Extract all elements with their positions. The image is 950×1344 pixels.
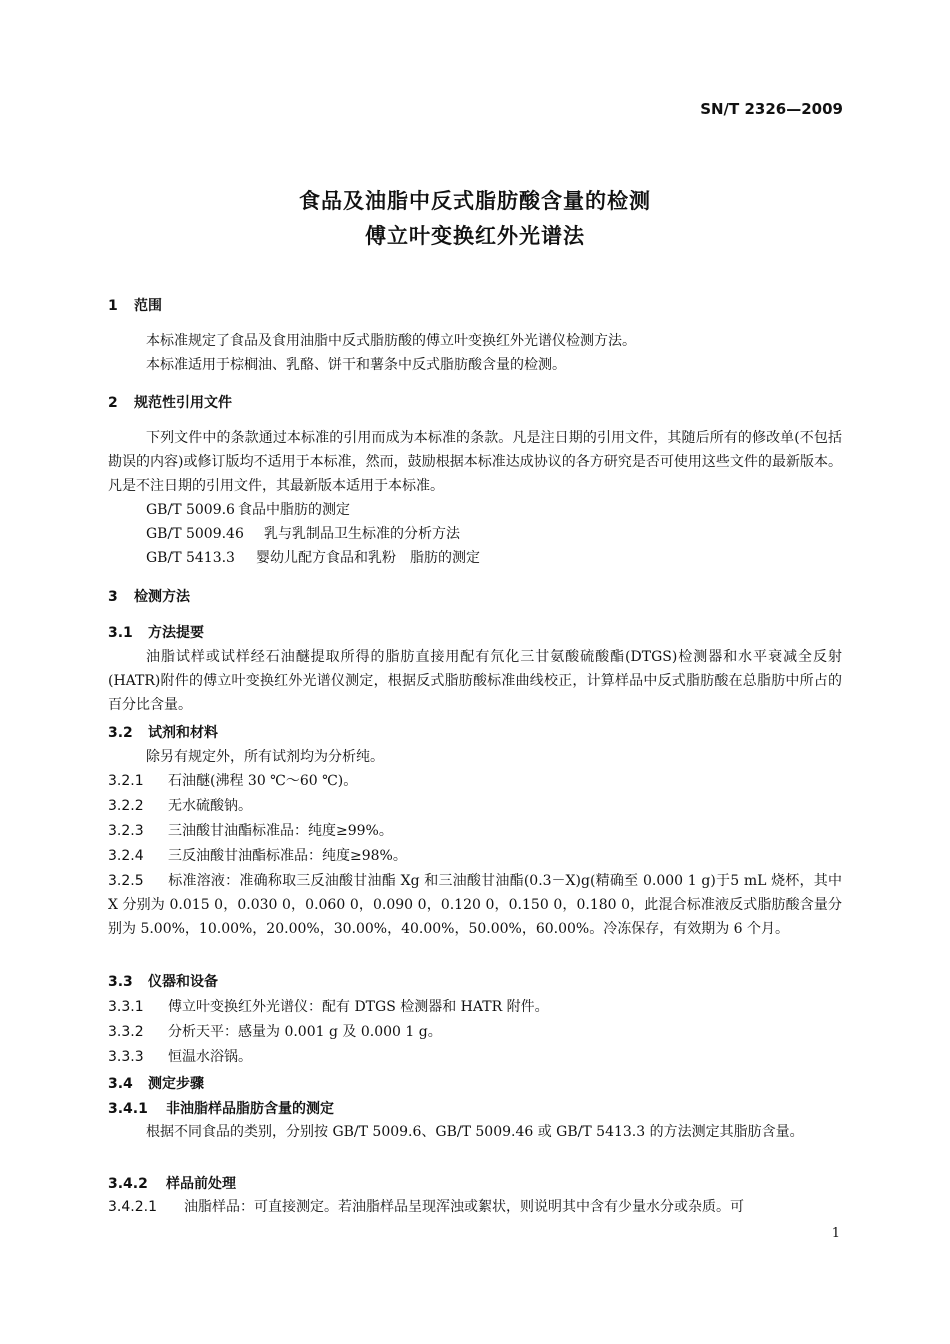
section-number: 1: [108, 298, 118, 314]
section-3-heading: [108, 586, 190, 606]
clause-number: 3.2.3: [108, 823, 144, 839]
subsection-title: 样品前处理: [166, 1176, 236, 1192]
clause-text: 三反油酸甘油酯标准品：纯度≥98%。: [168, 848, 407, 864]
subsection-title: 测定步骤: [148, 1076, 204, 1092]
reference-name: 婴幼儿配方食品和乳粉 脂肪的测定: [256, 550, 480, 566]
document-title-line1: 食品及油脂中反式脂肪酸含量的检测: [299, 189, 651, 213]
clause-item: [108, 1020, 842, 1044]
section-1-heading: [108, 295, 162, 315]
page-number: 1: [831, 1226, 840, 1241]
reference-code: GB/T 5413.3: [146, 550, 235, 566]
clause-text: 分析天平：感量为 0.001 g 及 0.000 1 g。: [168, 1024, 442, 1040]
clause-item: [108, 794, 842, 818]
clause-text: 石油醚(沸程 30 ℃～60 ℃)。: [168, 773, 358, 789]
reference-code: GB/T 5009.46: [146, 526, 244, 542]
subsection-3-4-2-heading: [108, 1173, 236, 1193]
subsection-3-3-heading: [108, 971, 218, 991]
reference-name: 食品中脂肪的测定: [238, 502, 350, 518]
section-title: 检测方法: [134, 589, 190, 605]
clause-number: 3.2.2: [108, 798, 144, 814]
subsection-number: 3.1: [108, 625, 133, 641]
subsection-title: 非油脂样品脂肪含量的测定: [166, 1101, 334, 1117]
clause-number: 3.2.1: [108, 773, 144, 789]
reference-code: GB/T 5009.6: [146, 502, 235, 518]
clause-number: 3.4.2.1: [108, 1199, 157, 1215]
clause-text: 三油酸甘油酯标准品：纯度≥99%。: [168, 823, 393, 839]
section-2-heading: [108, 392, 232, 412]
subsection-title: 试剂和材料: [148, 725, 218, 741]
section-1-para-1: 本标准规定了食品及食用油脂中反式脂肪酸的傅立叶变换红外光谱仪检测方法。: [146, 333, 636, 349]
section-title: 规范性引用文件: [134, 395, 232, 411]
subsection-3-2-heading: [108, 722, 218, 742]
clause-number: 3.2.5: [108, 873, 144, 889]
subsection-number: 3.4: [108, 1076, 133, 1092]
reference-item: [146, 522, 460, 546]
section-number: 2: [108, 395, 118, 411]
clause-text: 标准溶液：准确称取三反油酸甘油酯 Xg 和三油酸甘油酯(0.3－X)g(精确至 0.000 1 g)于5 mL 烧杯，其中 X 分别为 0.015 0，0.030 0，0.060 0，0.090 0，0.120 0，0.150 0，0.180 0，此混合标准液反式脂肪酸含量分别为 5.00%，10.00%，20.00%，30.00%，40.00%，50.00%，60.00%。冷冻保存，有效期为 6 个月。: [108, 873, 842, 937]
subsection-3-4-1-para: 根据不同食品的类别，分别按 GB/T 5009.6、GB/T 5009.46 或 GB/T 5413.3 的方法测定其脂肪含量。: [146, 1124, 804, 1140]
standard-number: SN/T 2326—2009: [700, 100, 843, 118]
reference-item: [146, 498, 350, 522]
clause-item: [108, 769, 842, 793]
section-title: 范围: [134, 298, 162, 314]
clause-item: [108, 819, 842, 843]
clause-text: 无水硫酸钠。: [168, 798, 252, 814]
reference-name: 乳与乳制品卫生标准的分析方法: [264, 526, 460, 542]
clause-text: 傅立叶变换红外光谱仪：配有 DTGS 检测器和 HATR 附件。: [168, 999, 549, 1015]
clause-number: 3.3.2: [108, 1024, 144, 1040]
subsection-3-1-para: 油脂试样或试样经石油醚提取所得的脂肪直接用配有氘化三甘氨酸硫酸酯(DTGS)检测器和水平衰减全反射(HATR)附件的傅立叶变换红外光谱仪测定，根据反式脂肪酸标准曲线校正，计算样品中反式脂肪酸在总脂肪中所占的百分比含量。: [108, 649, 842, 713]
subsection-3-4-1-heading: [108, 1098, 334, 1118]
subsection-title: 方法提要: [148, 625, 204, 641]
clause-number: 3.3.3: [108, 1049, 144, 1065]
clause-item: [108, 995, 842, 1019]
section-number: 3: [108, 589, 118, 605]
subsection-number: 3.4.1: [108, 1101, 148, 1117]
clause-item: [108, 1045, 842, 1069]
reference-item: [146, 546, 480, 570]
clause-number: 3.3.1: [108, 999, 144, 1015]
clause-text: 恒温水浴锅。: [168, 1049, 252, 1065]
subsection-number: 3.4.2: [108, 1176, 148, 1192]
clause-number: 3.2.4: [108, 848, 144, 864]
subsection-3-4-heading: [108, 1073, 204, 1093]
clause-item: [108, 1195, 842, 1219]
document-title-line2: 傅立叶变换红外光谱法: [365, 224, 585, 248]
clause-item: [108, 844, 842, 868]
clause-item: [108, 869, 842, 941]
subsection-number: 3.2: [108, 725, 133, 741]
section-2-para: 下列文件中的条款通过本标准的引用而成为本标准的条款。凡是注日期的引用文件，其随后所有的修改单(不包括勘误的内容)或修订版均不适用于本标准，然而，鼓励根据本标准达成协议的各方研究是否可使用这些文件的最新版本。凡是不注日期的引用文件，其最新版本适用于本标准。: [108, 430, 842, 494]
subsection-3-1-heading: [108, 622, 204, 642]
subsection-title: 仪器和设备: [148, 974, 218, 990]
subsection-3-2-para: 除另有规定外，所有试剂均为分析纯。: [146, 749, 384, 765]
subsection-number: 3.3: [108, 974, 133, 990]
section-1-para-2: 本标准适用于棕榈油、乳酪、饼干和薯条中反式脂肪酸含量的检测。: [146, 357, 566, 373]
clause-text: 油脂样品：可直接测定。若油脂样品呈现浑浊或絮状，则说明其中含有少量水分或杂质。可: [184, 1199, 744, 1215]
